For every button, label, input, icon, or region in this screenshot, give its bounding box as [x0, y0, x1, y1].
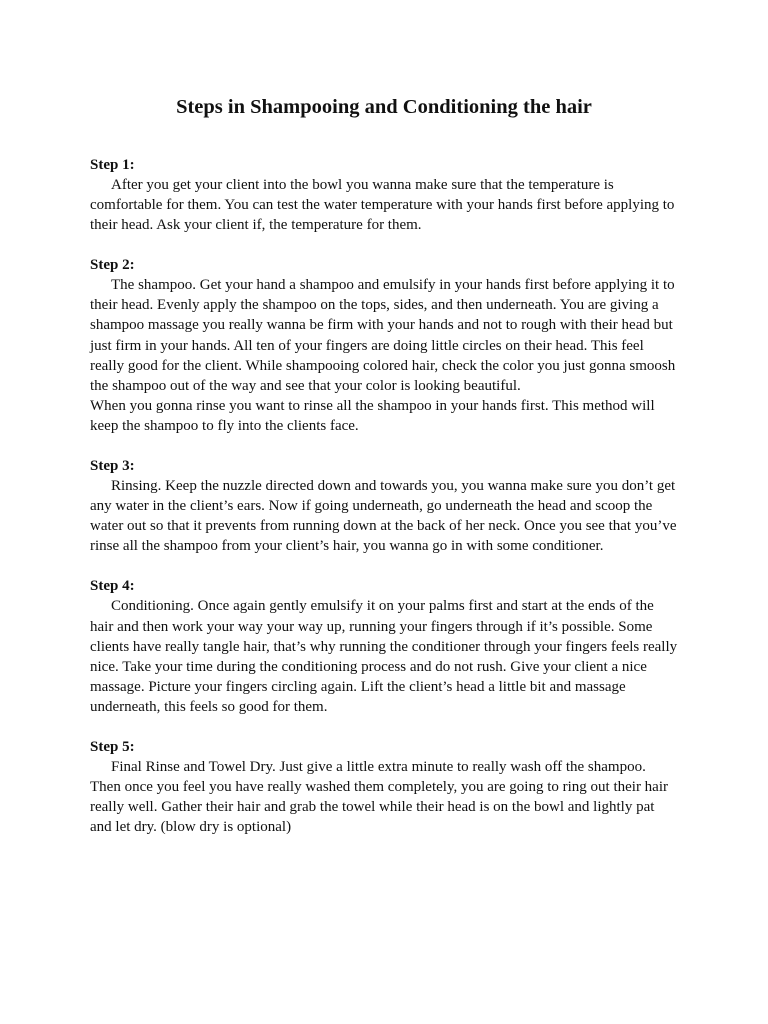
step-4 — [90, 576, 678, 717]
step-paragraph: When you gonna rinse you want to rinse all the shampoo in your hands first. This method will keep the shampoo to fly into the clients face. — [90, 397, 655, 434]
step-paragraph: Conditioning. Once again gently emulsify it on your palms first and start at the ends of the hair and then work your way your way up, running your fingers through if it’s possible. Some clients have really tangle hair, that’s why running the conditioner through your fingers feels really nice. Take your time during the conditioning process and do not rush. Give your client a nice massage. Picture your fingers circling again. Lift the client’s head a little bit and massage underneath, this feels so good for them. — [90, 598, 678, 715]
step-heading: Step 4: — [90, 578, 135, 595]
step-heading: Step 2: — [90, 257, 135, 274]
document-page — [90, 93, 678, 857]
step-heading: Step 1: — [90, 157, 135, 173]
step-3 — [90, 456, 678, 556]
step-heading: Step 5: — [90, 738, 135, 755]
step-paragraph: Rinsing. Keep the nuzzle directed down and towards you, you wanna make sure you don’t get any water in the client’s ears. Now if going underneath, go underneath the head and scoop the water out so that it prevents from running down at the back of her neck. Once you see that you’ve rinse all the shampoo from your client’s hair, you wanna go in with some conditioner. — [90, 478, 677, 555]
step-heading: Step 3: — [90, 458, 135, 475]
step-2 — [90, 255, 678, 436]
document-title: Steps in Shampooing and Conditioning the hair — [176, 96, 592, 118]
step-paragraph: Final Rinse and Towel Dry. Just give a little extra minute to really wash off the shampoo. Then once you feel you have really washed them completely, you are going to ring out their hair really well. Gather their hair and grab the towel while their head is on the bowl and lightly pat and let dry. (blow dry is optional) — [90, 758, 669, 836]
step-1 — [90, 155, 678, 235]
step-5 — [90, 737, 678, 837]
step-paragraph: The shampoo. Get your hand a shampoo and emulsify in your hands first before applying it to their head. Evenly apply the shampoo on the tops, sides, and then underneath. You are giving a shampoo massage you really wanna be firm with your hands and not to rough with their head but just firm in your hands. All ten of your fingers are doing little circles on their head. This feel really good for the client. While shampooing colored hair, check the color you just gonna smoosh the shampoo out of the way and see that your color is looking beautiful. — [90, 277, 676, 394]
step-paragraph: After you get your client into the bowl you wanna make sure that the temperature is comfortable for them. You can test the water temperature with your hands first before applying to their head. Ask your client if, the temperature for them. — [90, 177, 675, 234]
